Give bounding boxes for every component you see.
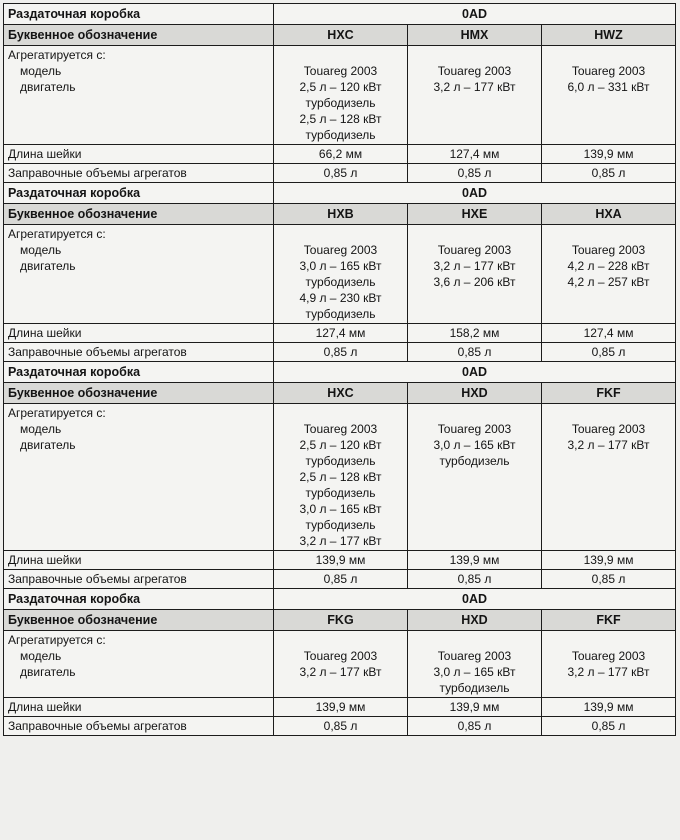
engine-label: двигатель bbox=[20, 80, 76, 94]
engine-line: турбодизель bbox=[305, 275, 376, 289]
model-label: модель bbox=[20, 64, 62, 78]
engine-line: 3,2 л – 177 кВт bbox=[433, 80, 516, 94]
model-value: Touareg 2003 bbox=[303, 243, 378, 257]
used-with-labels bbox=[4, 46, 274, 145]
spacer bbox=[546, 405, 671, 421]
capacity-value: 0,85 л bbox=[408, 717, 542, 736]
model-value: Touareg 2003 bbox=[303, 649, 378, 663]
used-with-row bbox=[4, 404, 676, 551]
spacer bbox=[412, 226, 537, 242]
transfer-case-label: Раздаточная коробка bbox=[4, 183, 274, 204]
capacity-value: 0,85 л bbox=[542, 717, 676, 736]
model-engine-cell bbox=[274, 225, 408, 324]
neck-length-value: 139,9 мм bbox=[542, 698, 676, 717]
spacer bbox=[278, 226, 403, 242]
engine-line: 4,2 л – 257 кВт bbox=[567, 275, 650, 289]
designation-code: FKG bbox=[274, 610, 408, 631]
spacer bbox=[412, 405, 537, 421]
designation-code: HXC bbox=[274, 25, 408, 46]
engine-line: турбодизель bbox=[305, 518, 376, 532]
designation-label: Буквенное обозначение bbox=[4, 25, 274, 46]
capacity-value: 0,85 л bbox=[274, 570, 408, 589]
designation-row bbox=[4, 383, 676, 404]
capacity-label: Заправочные объемы агрегатов bbox=[4, 164, 274, 183]
engine-line: 3,2 л – 177 кВт bbox=[567, 438, 650, 452]
used-with-row bbox=[4, 225, 676, 324]
used-with-label: Агрегатируется с: bbox=[8, 227, 106, 241]
spacer bbox=[546, 47, 671, 63]
engine-line: турбодизель bbox=[305, 307, 376, 321]
neck-length-label: Длина шейки bbox=[4, 551, 274, 570]
engine-line: 4,9 л – 230 кВт bbox=[299, 291, 382, 305]
spacer bbox=[278, 632, 403, 648]
engine-line: 3,2 л – 177 кВт bbox=[299, 665, 382, 679]
engine-line: 2,5 л – 120 кВт bbox=[299, 438, 382, 452]
spacer bbox=[546, 226, 671, 242]
model-value: Touareg 2003 bbox=[571, 243, 646, 257]
capacity-label: Заправочные объемы агрегатов bbox=[4, 717, 274, 736]
engine-label: двигатель bbox=[20, 665, 76, 679]
capacity-value: 0,85 л bbox=[542, 164, 676, 183]
designation-code: HXD bbox=[408, 383, 542, 404]
capacity-value: 0,85 л bbox=[408, 343, 542, 362]
neck-length-row bbox=[4, 324, 676, 343]
model-engine-cell bbox=[408, 46, 542, 145]
transfer-case-label: Раздаточная коробка bbox=[4, 589, 274, 610]
designation-code: HXE bbox=[408, 204, 542, 225]
model-value: Touareg 2003 bbox=[437, 649, 512, 663]
capacity-row bbox=[4, 164, 676, 183]
designation-label: Буквенное обозначение bbox=[4, 383, 274, 404]
engine-line: 2,5 л – 128 кВт bbox=[299, 112, 382, 126]
neck-length-value: 139,9 мм bbox=[408, 551, 542, 570]
neck-length-value: 139,9 мм bbox=[274, 551, 408, 570]
engine-line: 3,6 л – 206 кВт bbox=[433, 275, 516, 289]
transfer-case-label: Раздаточная коробка bbox=[4, 4, 274, 25]
neck-length-value: 139,9 мм bbox=[274, 698, 408, 717]
model-engine-cell bbox=[408, 225, 542, 324]
neck-length-value: 127,4 мм bbox=[274, 324, 408, 343]
used-with-labels bbox=[4, 631, 274, 698]
used-with-label: Агрегатируется с: bbox=[8, 406, 106, 420]
designation-code: FKF bbox=[542, 383, 676, 404]
model-label: модель bbox=[20, 649, 62, 663]
model-engine-cell bbox=[274, 46, 408, 145]
engine-line: 3,0 л – 165 кВт bbox=[433, 438, 516, 452]
section-header-row bbox=[4, 4, 676, 25]
case-code: 0AD bbox=[274, 183, 676, 204]
section-header-row bbox=[4, 362, 676, 383]
designation-row bbox=[4, 25, 676, 46]
section-header-row bbox=[4, 589, 676, 610]
model-value: Touareg 2003 bbox=[437, 243, 512, 257]
neck-length-value: 139,9 мм bbox=[408, 698, 542, 717]
engine-line: 3,2 л – 177 кВт bbox=[433, 259, 516, 273]
capacity-value: 0,85 л bbox=[274, 164, 408, 183]
model-engine-cell bbox=[542, 631, 676, 698]
engine-line: 6,0 л – 331 кВт bbox=[567, 80, 650, 94]
capacity-label: Заправочные объемы агрегатов bbox=[4, 570, 274, 589]
used-with-row bbox=[4, 631, 676, 698]
capacity-row bbox=[4, 343, 676, 362]
model-value: Touareg 2003 bbox=[437, 64, 512, 78]
engine-line: турбодизель bbox=[439, 681, 510, 695]
engine-label: двигатель bbox=[20, 438, 76, 452]
engine-line: 3,0 л – 165 кВт bbox=[433, 665, 516, 679]
engine-line: турбодизель bbox=[305, 96, 376, 110]
neck-length-row bbox=[4, 145, 676, 164]
model-engine-cell bbox=[542, 46, 676, 145]
capacity-value: 0,85 л bbox=[274, 717, 408, 736]
model-value: Touareg 2003 bbox=[571, 64, 646, 78]
spacer bbox=[278, 405, 403, 421]
capacity-value: 0,85 л bbox=[542, 570, 676, 589]
engine-line: 3,0 л – 165 кВт bbox=[299, 259, 382, 273]
model-value: Touareg 2003 bbox=[571, 649, 646, 663]
capacity-label: Заправочные объемы агрегатов bbox=[4, 343, 274, 362]
designation-code: HWZ bbox=[542, 25, 676, 46]
used-with-row bbox=[4, 46, 676, 145]
section-header-row bbox=[4, 183, 676, 204]
engine-line: 3,2 л – 177 кВт bbox=[567, 665, 650, 679]
capacity-row bbox=[4, 570, 676, 589]
transfer-case-label: Раздаточная коробка bbox=[4, 362, 274, 383]
model-label: модель bbox=[20, 422, 62, 436]
transfer-case-spec-table bbox=[3, 3, 676, 736]
model-value: Touareg 2003 bbox=[303, 64, 378, 78]
designation-code: HXA bbox=[542, 204, 676, 225]
model-engine-cell bbox=[408, 631, 542, 698]
model-engine-cell bbox=[274, 631, 408, 698]
engine-line: 3,2 л – 177 кВт bbox=[299, 534, 382, 548]
designation-code: FKF bbox=[542, 610, 676, 631]
engine-line: 4,2 л – 228 кВт bbox=[567, 259, 650, 273]
used-with-labels bbox=[4, 225, 274, 324]
designation-row bbox=[4, 204, 676, 225]
engine-line: 3,0 л – 165 кВт bbox=[299, 502, 382, 516]
spacer bbox=[412, 47, 537, 63]
neck-length-row bbox=[4, 698, 676, 717]
case-code: 0AD bbox=[274, 362, 676, 383]
engine-line: турбодизель bbox=[305, 486, 376, 500]
designation-label: Буквенное обозначение bbox=[4, 610, 274, 631]
neck-length-value: 139,9 мм bbox=[542, 145, 676, 164]
used-with-label: Агрегатируется с: bbox=[8, 633, 106, 647]
engine-line: турбодизель bbox=[305, 128, 376, 142]
capacity-value: 0,85 л bbox=[408, 164, 542, 183]
neck-length-value: 139,9 мм bbox=[542, 551, 676, 570]
designation-label: Буквенное обозначение bbox=[4, 204, 274, 225]
model-value: Touareg 2003 bbox=[571, 422, 646, 436]
neck-length-value: 66,2 мм bbox=[274, 145, 408, 164]
designation-code: HXB bbox=[274, 204, 408, 225]
engine-line: турбодизель bbox=[305, 454, 376, 468]
used-with-label: Агрегатируется с: bbox=[8, 48, 106, 62]
spacer bbox=[546, 632, 671, 648]
engine-label: двигатель bbox=[20, 259, 76, 273]
model-engine-cell bbox=[542, 404, 676, 551]
capacity-value: 0,85 л bbox=[274, 343, 408, 362]
engine-line: 2,5 л – 120 кВт bbox=[299, 80, 382, 94]
neck-length-value: 127,4 мм bbox=[408, 145, 542, 164]
neck-length-label: Длина шейки bbox=[4, 145, 274, 164]
neck-length-value: 127,4 мм bbox=[542, 324, 676, 343]
model-value: Touareg 2003 bbox=[303, 422, 378, 436]
designation-code: HXC bbox=[274, 383, 408, 404]
used-with-labels bbox=[4, 404, 274, 551]
capacity-value: 0,85 л bbox=[542, 343, 676, 362]
neck-length-value: 158,2 мм bbox=[408, 324, 542, 343]
capacity-value: 0,85 л bbox=[408, 570, 542, 589]
spacer bbox=[412, 632, 537, 648]
designation-row bbox=[4, 610, 676, 631]
neck-length-row bbox=[4, 551, 676, 570]
capacity-row bbox=[4, 717, 676, 736]
engine-line: 2,5 л – 128 кВт bbox=[299, 470, 382, 484]
model-engine-cell bbox=[542, 225, 676, 324]
engine-line: турбодизель bbox=[439, 454, 510, 468]
neck-length-label: Длина шейки bbox=[4, 698, 274, 717]
case-code: 0AD bbox=[274, 589, 676, 610]
model-label: модель bbox=[20, 243, 62, 257]
designation-code: HXD bbox=[408, 610, 542, 631]
case-code: 0AD bbox=[274, 4, 676, 25]
model-engine-cell bbox=[408, 404, 542, 551]
neck-length-label: Длина шейки bbox=[4, 324, 274, 343]
designation-code: HMX bbox=[408, 25, 542, 46]
spacer bbox=[278, 47, 403, 63]
model-value: Touareg 2003 bbox=[437, 422, 512, 436]
model-engine-cell bbox=[274, 404, 408, 551]
